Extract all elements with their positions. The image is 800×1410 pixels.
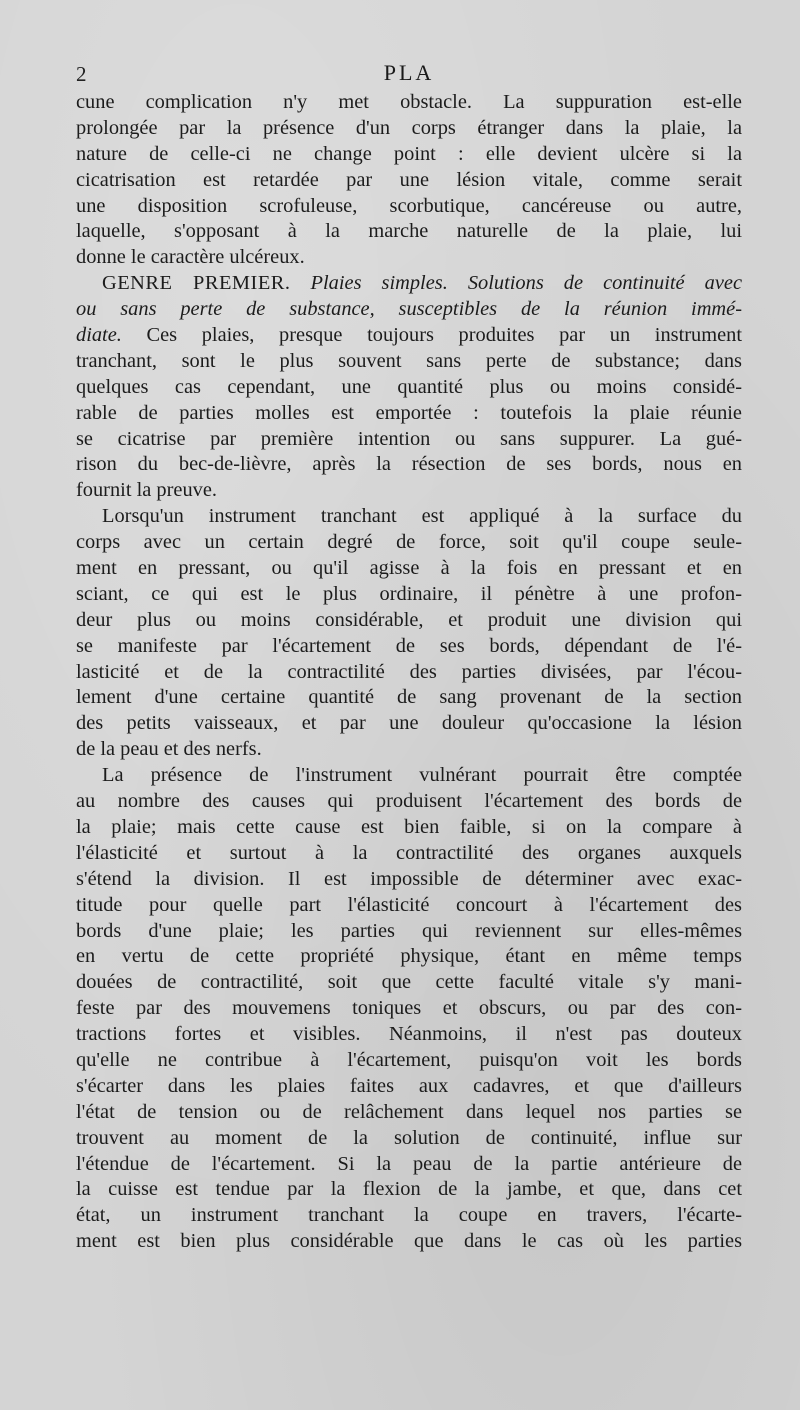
text-line: La présence de l'instrument vulnérant pourrait être comptée [102,764,742,787]
text-line: titude pour quelle part l'élasticité concourt à l'écartement des [76,893,742,916]
text-line: feste par des mouvemens toniques et obscurs, ou par des con- [76,997,742,1020]
text-line: la plaie; mais cette cause est bien faible, si on la compare à [76,815,742,838]
text-line: se cicatrise par première intention ou sans suppurer. La gué- [76,427,742,450]
text-line: état, un instrument tranchant la coupe en travers, l'écarte- [76,1204,742,1227]
text-line: laquelle, s'opposant à la marche naturelle de la plaie, lui [76,220,742,243]
page-number: 2 [76,62,87,86]
text-line: lasticité et de la contractilité des parties divisées, par l'écou- [76,660,742,683]
text-line: une disposition scrofuleuse, scorbutique, cancéreuse ou autre, [76,194,742,217]
text-line: fournit la preuve. [76,479,217,502]
text-line: qu'elle ne contribue à l'écartement, puisqu'on voit les bords [76,1048,742,1071]
paragraph-genre-premier [76,271,742,504]
running-head [76,58,742,88]
text-line: trouvent au moment de la solution de continuité, influe sur [76,1126,742,1149]
genre-label: GENRE PREMIER. [102,272,291,295]
paragraph-3 [76,504,742,763]
text-fragment: Ces plaies, presque toujours produites par un instrument [121,324,742,347]
text-line: au nombre des causes qui produisent l'écartement des bords de [76,790,742,813]
text-line: la cuisse est tendue par la flexion de la jambe, et que, dans cet [76,1178,742,1201]
text-line: cune complication n'y met obstacle. La suppuration est-elle [76,91,742,113]
text-line: de la peau et des nerfs. [76,738,262,761]
paragraph-4 [76,763,742,1255]
text-line: en vertu de cette propriété physique, étant en même temps [76,945,742,968]
running-title: PLA [383,60,435,85]
text-line: l'état de tension ou de relâchement dans lequel nos parties se [76,1100,742,1123]
text-line: s'étend la division. Il est impossible de déterminer avec exac- [76,867,742,890]
text-line: l'étendue de l'écartement. Si la peau de la partie antérieure de [76,1152,742,1175]
text-line: donne le caractère ulcéreux. [76,246,305,269]
text-line: deur plus ou moins considérable, et produit une division qui [76,608,742,631]
genre-title-end: diate. [76,324,122,347]
text-line: douées de contractilité, soit que cette faculté vitale s'y mani- [76,971,742,994]
text-line: ment en pressant, ou qu'il agisse à la fois en pressant et en [76,557,742,580]
text-line: s'écarter dans les plaies faites aux cadavres, et que d'ailleurs [76,1074,742,1097]
text-line [76,323,742,349]
text-line: quelques cas cependant, une quantité plus ou moins considé- [76,375,742,398]
genre-title: Plaies simples. Solutions de continuité avec [310,272,742,295]
text-line: prolongée par la présence d'un corps étranger dans la plaie, la [76,116,742,139]
text-line: se manifeste par l'écartement de ses bords, dépendant de l'é- [76,634,742,657]
text-line: l'élasticité et surtout à la contractilité des organes auxquels [76,841,742,864]
genre-heading-line [76,271,742,297]
text-line: Lorsqu'un instrument tranchant est appliqué à la surface du [102,505,742,528]
text-line: lement d'une certaine quantité de sang provenant de la section [76,686,742,709]
text-line: tractions fortes et visibles. Néanmoins, il n'est pas douteux [76,1023,742,1046]
body-text [76,90,742,1255]
text-line: rable de parties molles est emportée : toutefois la plaie réunie [76,401,742,424]
text-line: cicatrisation est retardée par une lésion vitale, comme serait [76,168,742,191]
paragraph-1 [76,90,742,271]
text-line: tranchant, sont le plus souvent sans perte de substance; dans [76,349,742,372]
text-line: des petits vaisseaux, et par une douleur qu'occasione la lésion [76,712,742,735]
text-line: ment est bien plus considérable que dans le cas où les parties [76,1230,742,1253]
genre-title-continued: ou sans perte de substance, susceptibles de la réunion immé- [76,298,742,321]
text-line: nature de celle-ci ne change point : elle devient ulcère si la [76,142,742,165]
text-line: rison du bec-de-lièvre, après la résection de ses bords, nous en [76,453,742,476]
text-line: bords d'une plaie; les parties qui reviennent sur elles-mêmes [76,919,742,942]
text-line: sciant, ce qui est le plus ordinaire, il pénètre à une profon- [76,582,742,605]
text-line: corps avec un certain degré de force, soit qu'il coupe seule- [76,531,742,554]
